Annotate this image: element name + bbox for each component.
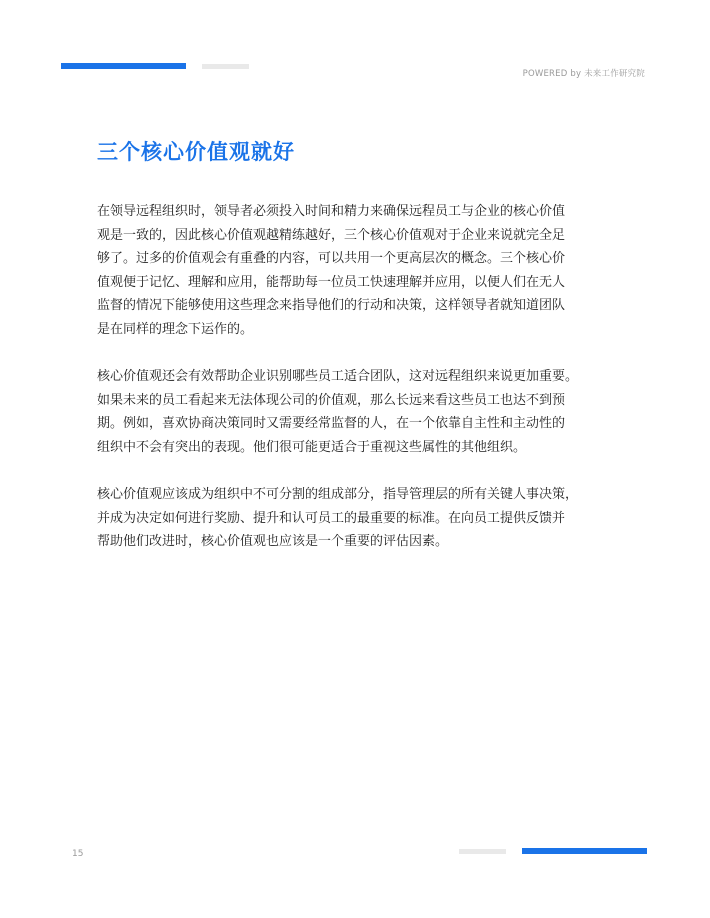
header-accent-bar [61, 63, 186, 69]
page-title: 三个核心价值观就好 [97, 140, 295, 164]
body-text [97, 200, 623, 578]
footer-accent-bar [522, 848, 647, 854]
powered-by-label: POWERED by 未来工作研究院 [522, 69, 645, 79]
header-gray-bar [202, 64, 249, 69]
footer-gray-bar [459, 849, 506, 854]
page-number: 15 [72, 849, 84, 859]
paragraph-2: 核心价值观还会有效帮助企业识别哪些员工适合团队，这对远程组织来说更加重要。 如果未来的员工看起来无法体现公司的价值观，那么长远来看这些员工也达不到预 期。例如，喜欢协商决策同时又需要经常监督的人，在一个依靠自主性和主动性的 组织中不会有突出的表现。他们很可能更适合于重视这些属性的其他组织。 [97, 369, 579, 455]
paragraph-1: 在领导远程组织时，领导者必须投入时间和精力来确保远程员工与企业的核心价值 观是一致的，因此核心价值观越精练越好，三个核心价值观对于企业来说就完全足 够了。过多的价值观会有重叠的内容，可以共用一个更高层次的概念。三个核心价 值观便于记忆、理解和应用，能帮助每一位员工快速理解并应用，以便人们在无人 监督的情况下能够使用这些理念来指导他们的行动和决策，这样领导者就知道团队 是在同样的理念下运作的。 [97, 204, 566, 337]
paragraph-3: 核心价值观应该成为组织中不可分割的组成部分，指导管理层的所有关键人事决策， 并成为决定如何进行奖励、提升和认可员工的最重要的标准。在向员工提供反馈并 帮助他们改进时，核心价值观也应该是一个重要的评估因素。 [97, 487, 579, 549]
